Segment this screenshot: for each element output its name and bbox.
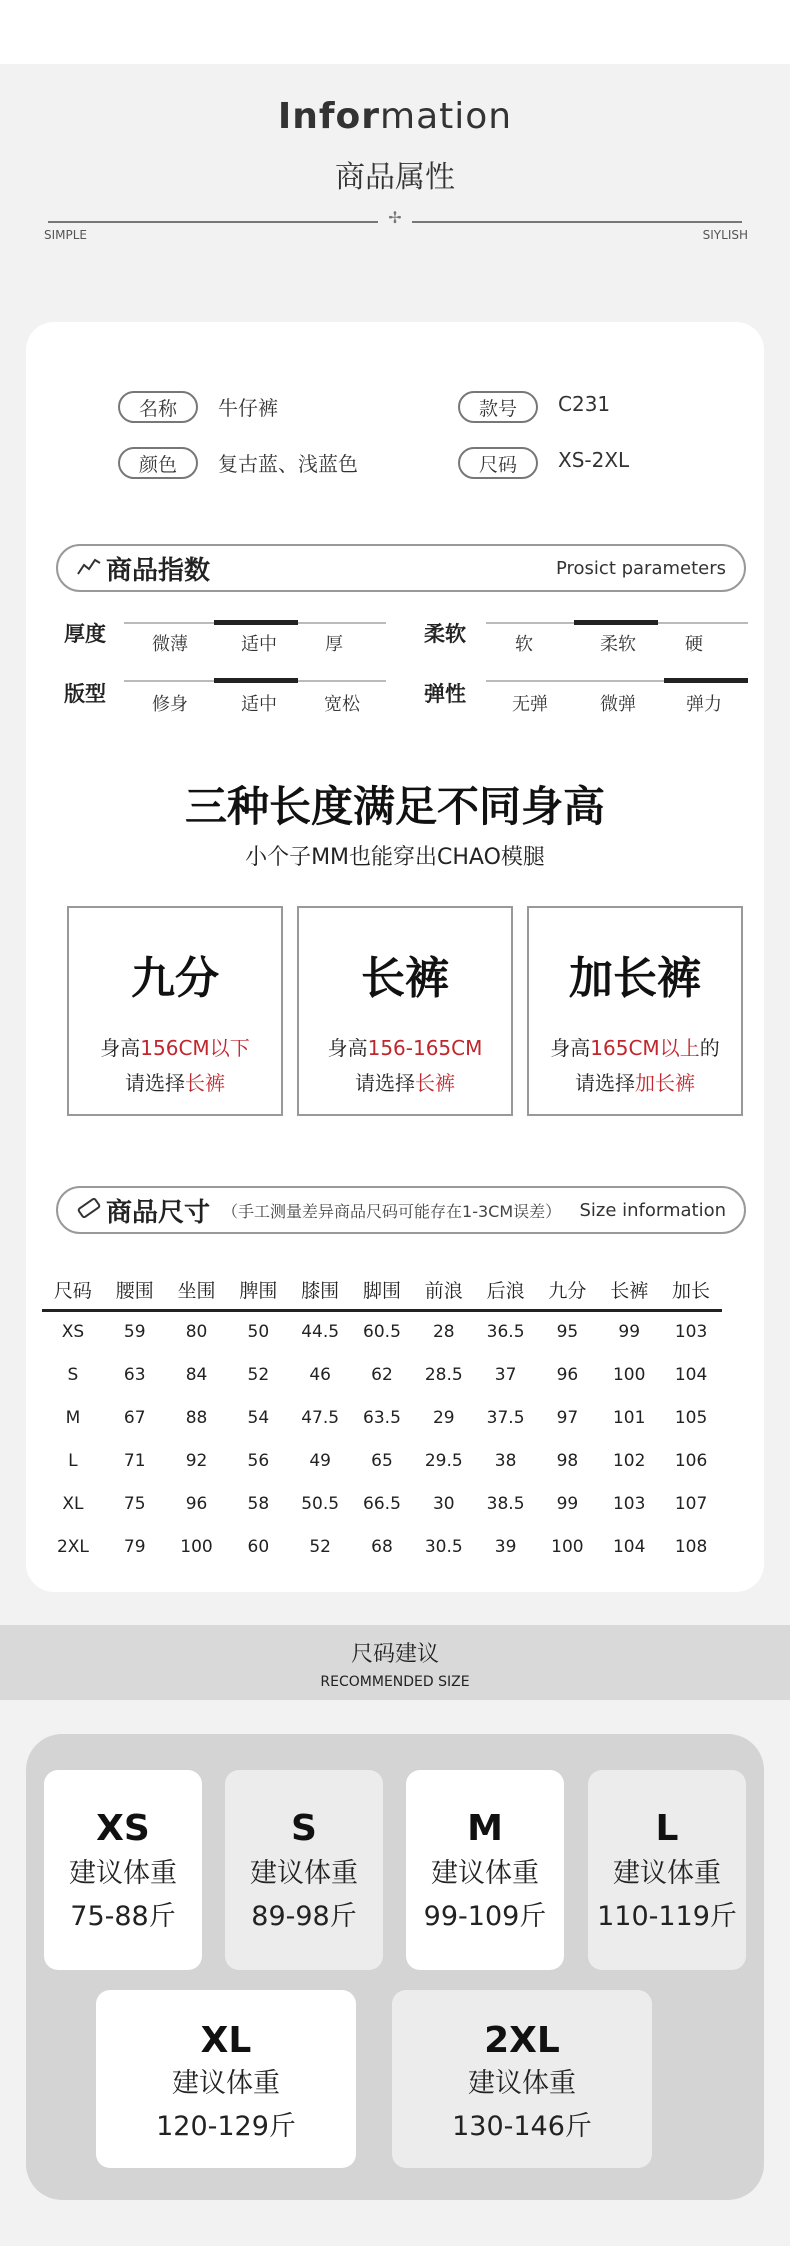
table-cell: 62: [371, 1364, 393, 1385]
index-selected-mark: [574, 620, 658, 625]
trend-icon: [76, 555, 102, 581]
size-card-range: 75-88斤: [70, 1901, 176, 1932]
length-box-height: 身高156-165CM: [327, 1036, 483, 1060]
table-cell: 98: [556, 1450, 579, 1471]
table-cell: S: [67, 1364, 79, 1385]
index-option: 弹力: [686, 694, 722, 715]
index-selected-mark: [214, 678, 298, 683]
size-card-xl: [96, 1990, 356, 2168]
table-cell: XS: [61, 1322, 85, 1343]
index-label-thickness: 厚度: [64, 622, 106, 646]
size-card-range: 89-98斤: [251, 1901, 357, 1932]
size-table-header-cell: 脾围: [227, 1270, 289, 1310]
index-option: 适中: [241, 634, 277, 655]
table-cell: 108: [674, 1536, 708, 1557]
index-option: 修身: [152, 694, 188, 715]
length-box-long: [297, 906, 513, 1116]
recommend-en: RECOMMENDED SIZE: [320, 1674, 470, 1690]
table-cell: 96: [556, 1364, 579, 1385]
index-option: 无弹: [512, 694, 548, 715]
table-cell: 28: [432, 1322, 455, 1343]
size-card-size: S: [291, 1808, 317, 1849]
index-label-softness: 柔软: [424, 622, 466, 646]
size-table-header-cell: 脚围: [351, 1270, 413, 1310]
table-cell: 44.5: [301, 1322, 340, 1343]
table-cell: 96: [185, 1493, 208, 1514]
size-table-header-cell: 前浪: [413, 1270, 475, 1310]
length-subline: 小个子MM也能穿出CHAO模腿: [245, 845, 545, 870]
section-note-size: （手工测量差异商品尺码可能存在1-3CM误差）: [222, 1201, 562, 1221]
table-cell: 66.5: [363, 1493, 401, 1514]
size-table-header-cell: 长裤: [598, 1270, 660, 1310]
attr-label-name: 名称: [118, 391, 198, 423]
size-card-xs: [44, 1770, 202, 1970]
size-card-size: XL: [200, 2020, 252, 2061]
table-row: [42, 1310, 722, 1353]
section-en-size: Size information: [579, 1199, 726, 1221]
divider-right: [412, 221, 742, 223]
table-cell: M: [65, 1407, 81, 1428]
section-en-index: Prosict parameters: [555, 557, 726, 579]
size-table-header-cell: 腰围: [104, 1270, 166, 1310]
table-cell: 52: [247, 1364, 270, 1385]
attr-value-size: XS-2XL: [558, 448, 630, 472]
index-option: 宽松: [324, 694, 360, 715]
table-cell: 50.5: [301, 1493, 340, 1514]
table-cell: 99: [556, 1493, 579, 1514]
table-cell: 65: [371, 1450, 393, 1471]
table-cell: 60.5: [363, 1322, 401, 1343]
size-table-header: [42, 1270, 722, 1310]
table-cell: 60: [247, 1536, 270, 1557]
table-cell: XL: [62, 1493, 84, 1514]
table-cell: 63: [123, 1364, 146, 1385]
size-table: [42, 1270, 722, 1568]
table-cell: 47.5: [301, 1407, 340, 1428]
table-cell: 88: [185, 1407, 208, 1428]
table-cell: 29: [432, 1407, 455, 1428]
table-row: [42, 1396, 722, 1439]
length-box-choose: 请选择长裤: [125, 1071, 225, 1095]
table-cell: 58: [247, 1493, 270, 1514]
index-option: 软: [515, 634, 533, 655]
index-selected-mark: [214, 620, 298, 625]
size-card-l: [588, 1770, 746, 1970]
recommend-title: 尺码建议: [350, 1642, 439, 1667]
length-box-choose: 请选择长裤: [355, 1071, 455, 1095]
index-option: 微弹: [600, 694, 636, 715]
length-box-choose: 请选择加长裤: [575, 1071, 695, 1095]
table-cell: 50: [247, 1322, 270, 1343]
index-selected-mark: [664, 678, 748, 683]
table-cell: 52: [309, 1536, 331, 1557]
table-cell: 75: [123, 1493, 146, 1514]
section-bar-index: [56, 544, 746, 592]
size-table-header-cell: 膝围: [289, 1270, 351, 1310]
length-box-title: 九分: [131, 953, 219, 1004]
length-box-cropped: [67, 906, 283, 1116]
tag-simple: SIMPLE: [44, 228, 88, 242]
size-card-range: 130-146斤: [452, 2111, 592, 2142]
index-scale-fit: [124, 680, 386, 682]
length-box-title: 长裤: [361, 953, 449, 1004]
table-cell: 100: [180, 1536, 213, 1557]
size-card-size: XS: [96, 1808, 150, 1849]
table-cell: 2XL: [56, 1536, 89, 1557]
index-option: 适中: [241, 694, 277, 715]
size-table-header-cell: 后浪: [475, 1270, 537, 1310]
attr-label-color: 颜色: [118, 447, 198, 479]
index-scale-softness: [486, 622, 748, 624]
table-cell: 104: [612, 1536, 646, 1557]
table-cell: 106: [674, 1450, 708, 1471]
table-cell: 37.5: [486, 1407, 525, 1428]
table-cell: 38: [494, 1450, 517, 1471]
table-cell: 107: [674, 1493, 708, 1514]
index-option: 硬: [685, 634, 703, 655]
table-cell: 30.5: [424, 1536, 463, 1557]
table-cell: 59: [123, 1322, 146, 1343]
table-cell: 71: [123, 1450, 146, 1471]
length-box-extra-long: [527, 906, 743, 1116]
table-cell: 102: [612, 1450, 646, 1471]
size-card-label: 建议体重: [69, 1858, 177, 1889]
section-title-index: 商品指数: [106, 555, 211, 586]
index-option: 厚: [325, 634, 343, 655]
table-cell: 99: [618, 1322, 641, 1343]
size-card-size: 2XL: [484, 2020, 560, 2061]
size-card-range: 99-109斤: [423, 1901, 547, 1932]
table-cell: 101: [612, 1407, 646, 1428]
table-cell: 84: [185, 1364, 208, 1385]
attr-label-style: 款号: [458, 391, 538, 423]
size-card-size: L: [655, 1808, 679, 1849]
table-row: [42, 1525, 722, 1568]
recommend-band: [0, 1625, 790, 1700]
table-cell: 39: [494, 1536, 517, 1557]
size-card-label: 建议体重: [431, 1858, 539, 1889]
table-cell: 28.5: [424, 1364, 463, 1385]
divider-ornament-icon: ✢: [388, 208, 402, 227]
table-cell: 29.5: [424, 1450, 463, 1471]
size-table-header-cell: 加长: [660, 1270, 722, 1310]
size-card-size: M: [467, 1808, 503, 1849]
table-row: [42, 1439, 722, 1482]
table-cell: 100: [612, 1364, 646, 1385]
table-cell: 68: [371, 1536, 393, 1557]
size-table-header-cell: 尺码: [42, 1270, 104, 1310]
table-row: [42, 1353, 722, 1396]
table-row: [42, 1482, 722, 1525]
table-cell: 100: [551, 1536, 584, 1557]
table-cell: 36.5: [486, 1322, 525, 1343]
size-card-label: 建议体重: [613, 1858, 721, 1889]
attr-value-color: 复古蓝、浅蓝色: [218, 452, 358, 476]
table-cell: 30: [432, 1493, 455, 1514]
table-cell: 46: [309, 1364, 331, 1385]
length-box-title: 加长裤: [569, 953, 701, 1004]
index-label-fit: 版型: [64, 682, 106, 706]
length-box-height: 身高165CM以上的: [550, 1036, 720, 1060]
divider-left: [48, 221, 378, 223]
section-title-size: 商品尺寸: [106, 1197, 211, 1228]
index-option: 柔软: [600, 634, 636, 655]
table-cell: 54: [247, 1407, 270, 1428]
index-scale-elasticity: [486, 680, 748, 682]
table-cell: 104: [674, 1364, 708, 1385]
table-cell: 103: [674, 1322, 708, 1343]
index-scale-thickness: [124, 622, 386, 624]
table-cell: 105: [674, 1407, 708, 1428]
size-table-header-cell: 坐围: [166, 1270, 228, 1310]
table-cell: 49: [309, 1450, 331, 1471]
table-cell: 63.5: [363, 1407, 401, 1428]
section-bar-size: [56, 1186, 746, 1234]
length-box-height: 身高156CM以下: [100, 1036, 250, 1060]
length-headline: 三种长度满足不同身高: [184, 782, 605, 831]
size-table-body: [42, 1310, 722, 1568]
size-card-m: [406, 1770, 564, 1970]
page-title: Information: [277, 96, 513, 137]
table-cell: 38.5: [486, 1493, 525, 1514]
table-cell: 97: [556, 1407, 579, 1428]
ruler-icon: [76, 1197, 102, 1223]
index-label-elasticity: 弹性: [424, 682, 466, 706]
size-card-label: 建议体重: [250, 1858, 358, 1889]
tag-stylish: SIYLISH: [702, 228, 748, 242]
index-option: 微薄: [152, 634, 188, 655]
attr-value-style: C231: [558, 392, 611, 416]
page-subtitle: 商品属性: [335, 160, 455, 195]
table-cell: 80: [185, 1322, 208, 1343]
table-cell: 67: [123, 1407, 146, 1428]
table-cell: 103: [612, 1493, 646, 1514]
size-table-header-cell: 九分: [537, 1270, 599, 1310]
size-card-label: 建议体重: [468, 2068, 576, 2099]
table-cell: L: [68, 1450, 78, 1471]
attr-value-name: 牛仔裤: [218, 396, 278, 420]
attr-label-size: 尺码: [458, 447, 538, 479]
size-card-range: 120-129斤: [156, 2111, 296, 2142]
table-cell: 95: [556, 1322, 579, 1343]
size-card-label: 建议体重: [172, 2068, 280, 2099]
top-band: [0, 0, 790, 64]
size-card-range: 110-119斤: [597, 1901, 737, 1932]
size-card-2xl: [392, 1990, 652, 2168]
table-cell: 37: [494, 1364, 517, 1385]
table-cell: 79: [123, 1536, 146, 1557]
table-cell: 92: [185, 1450, 208, 1471]
table-cell: 56: [247, 1450, 270, 1471]
size-card-s: [225, 1770, 383, 1970]
